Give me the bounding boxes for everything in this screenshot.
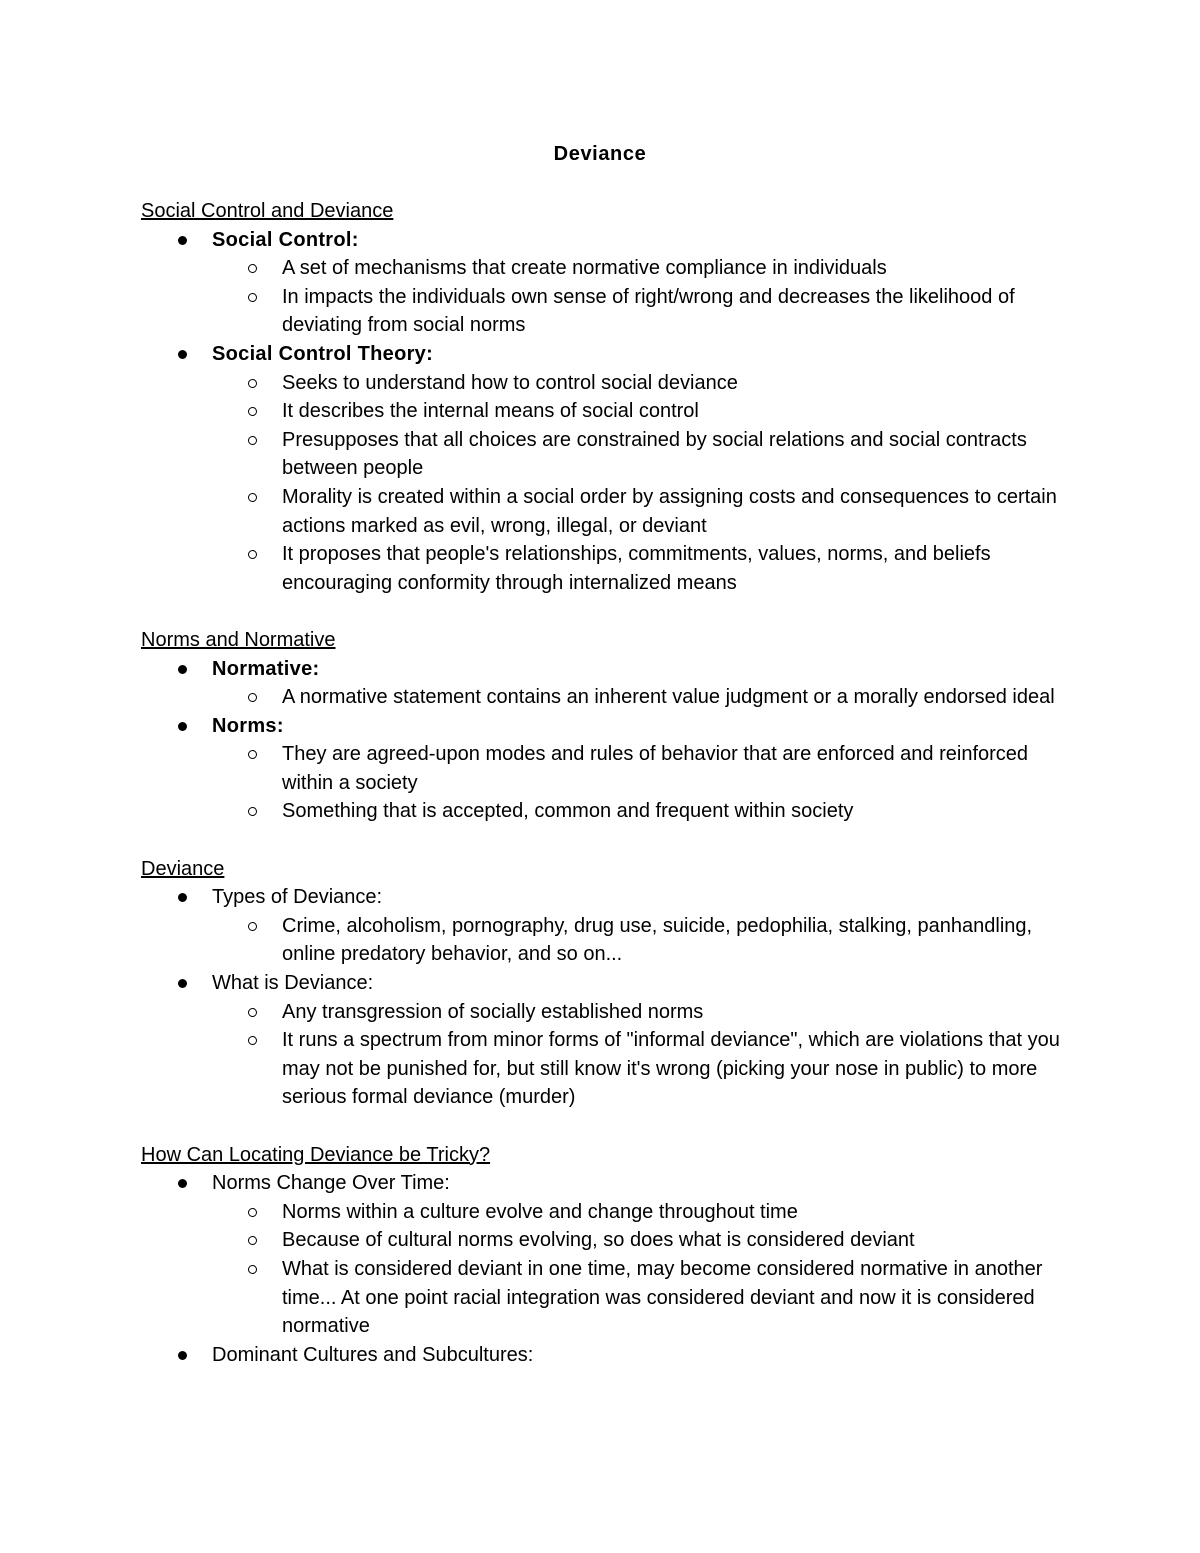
- hollow-circle-bullet-icon: [248, 922, 257, 931]
- section: [141, 1141, 1061, 1370]
- sub-bullet-item: [141, 912, 1061, 969]
- sub-bullet-text: Any transgression of socially established norms: [282, 1000, 704, 1023]
- sub-bullet-item: [141, 683, 1061, 712]
- bullet-dot-icon: [178, 979, 187, 988]
- bullet-label: Types of Deviance:: [212, 886, 383, 909]
- sub-bullet-text: Something that is accepted, common and frequent within society: [282, 800, 854, 823]
- section-heading: Deviance: [141, 857, 225, 880]
- sub-bullet-item: [141, 426, 1061, 483]
- hollow-circle-bullet-icon: [248, 493, 257, 502]
- hollow-circle-bullet-icon: [248, 693, 257, 702]
- sub-bullet-text: It runs a spectrum from minor forms of "informal deviance", which are violations that you may not be punished for, but still know it's wrong (picking your nose in public) to more serious formal deviance (murder): [282, 1029, 1060, 1109]
- bullet-item: [141, 969, 1061, 998]
- sub-bullet-item: [141, 1026, 1061, 1112]
- sub-bullet-text: Because of cultural norms evolving, so does what is considered deviant: [282, 1229, 915, 1252]
- sub-bullet-item: [141, 397, 1061, 426]
- sub-bullet-text: Presupposes that all choices are constrained by social relations and social contracts between people: [282, 428, 1027, 480]
- sub-bullet-text: Morality is created within a social order by assigning costs and consequences to certain actions marked as evil, wrong, illegal, or deviant: [282, 485, 1057, 537]
- bullet-dot-icon: [178, 665, 187, 674]
- bullet-label: Dominant Cultures and Subcultures:: [212, 1343, 534, 1366]
- hollow-circle-bullet-icon: [248, 807, 257, 816]
- bullet-label: Social Control:: [212, 228, 359, 251]
- section: [141, 626, 1061, 826]
- hollow-circle-bullet-icon: [248, 1265, 257, 1274]
- hollow-circle-bullet-icon: [248, 550, 257, 559]
- hollow-circle-bullet-icon: [248, 1008, 257, 1017]
- bullet-item: [141, 1169, 1061, 1198]
- sub-bullet-item: [141, 483, 1061, 540]
- sub-bullet-text: A normative statement contains an inherent value judgment or a morally endorsed ideal: [282, 686, 1055, 709]
- bullet-dot-icon: [178, 893, 187, 902]
- hollow-circle-bullet-icon: [248, 750, 257, 759]
- section: [141, 197, 1061, 597]
- sub-bullet-text: In impacts the individuals own sense of right/wrong and decreases the likelihood of deviating from social norms: [282, 285, 1015, 337]
- document-body: [141, 197, 1061, 1398]
- section: [141, 855, 1061, 1112]
- sub-bullet-text: It describes the internal means of social control: [282, 400, 699, 423]
- hollow-circle-bullet-icon: [248, 293, 257, 302]
- bullet-dot-icon: [178, 236, 187, 245]
- section-heading: How Can Locating Deviance be Tricky?: [141, 1143, 491, 1166]
- sub-bullet-item: [141, 1226, 1061, 1255]
- bullet-dot-icon: [178, 1351, 187, 1360]
- hollow-circle-bullet-icon: [248, 379, 257, 388]
- sub-bullet-item: [141, 797, 1061, 826]
- hollow-circle-bullet-icon: [248, 407, 257, 416]
- bullet-label: Norms Change Over Time:: [212, 1172, 450, 1195]
- bullet-item: [141, 340, 1061, 369]
- sub-bullet-text: Seeks to understand how to control social deviance: [282, 371, 738, 394]
- bullet-item: [141, 712, 1061, 741]
- sub-bullet-item: [141, 1255, 1061, 1341]
- hollow-circle-bullet-icon: [248, 1236, 257, 1245]
- bullet-item: [141, 226, 1061, 255]
- hollow-circle-bullet-icon: [248, 1208, 257, 1217]
- hollow-circle-bullet-icon: [248, 1036, 257, 1045]
- bullet-item: [141, 883, 1061, 912]
- sub-bullet-text: Crime, alcoholism, pornography, drug use, suicide, pedophilia, stalking, panhandling, online predatory behavior, and so on...: [282, 914, 1033, 966]
- sub-bullet-text: Norms within a culture evolve and change throughout time: [282, 1200, 798, 1223]
- sub-bullet-item: [141, 998, 1061, 1027]
- sub-bullet-item: [141, 740, 1061, 797]
- bullet-label: Normative:: [212, 657, 320, 680]
- sub-bullet-item: [141, 369, 1061, 398]
- bullet-label: Social Control Theory:: [212, 342, 434, 365]
- hollow-circle-bullet-icon: [248, 264, 257, 273]
- sub-bullet-item: [141, 1198, 1061, 1227]
- sub-bullet-text: It proposes that people's relationships, commitments, values, norms, and beliefs encouraging conformity through internalized means: [282, 543, 991, 594]
- document-title: Deviance: [553, 143, 647, 165]
- bullet-item: [141, 655, 1061, 684]
- sub-bullet-item: [141, 254, 1061, 283]
- sub-bullet-text: What is considered deviant in one time, may become considered normative in another time... At one point racial integration was considered deviant and now it is considered normative: [282, 1257, 1043, 1338]
- section-heading: Social Control and Deviance: [141, 200, 394, 222]
- bullet-dot-icon: [178, 350, 187, 359]
- sub-bullet-text: A set of mechanisms that create normative compliance in individuals: [282, 257, 887, 280]
- hollow-circle-bullet-icon: [248, 436, 257, 445]
- bullet-label: What is Deviance:: [212, 972, 374, 995]
- section-heading: Norms and Normative: [141, 628, 336, 651]
- bullet-label: Norms:: [212, 714, 284, 737]
- bullet-item: [141, 1341, 1061, 1370]
- sub-bullet-item: [141, 540, 1061, 597]
- bullet-dot-icon: [178, 1179, 187, 1188]
- sub-bullet-text: They are agreed-upon modes and rules of behavior that are enforced and reinforced within a society: [282, 743, 1029, 794]
- bullet-dot-icon: [178, 722, 187, 731]
- sub-bullet-item: [141, 283, 1061, 340]
